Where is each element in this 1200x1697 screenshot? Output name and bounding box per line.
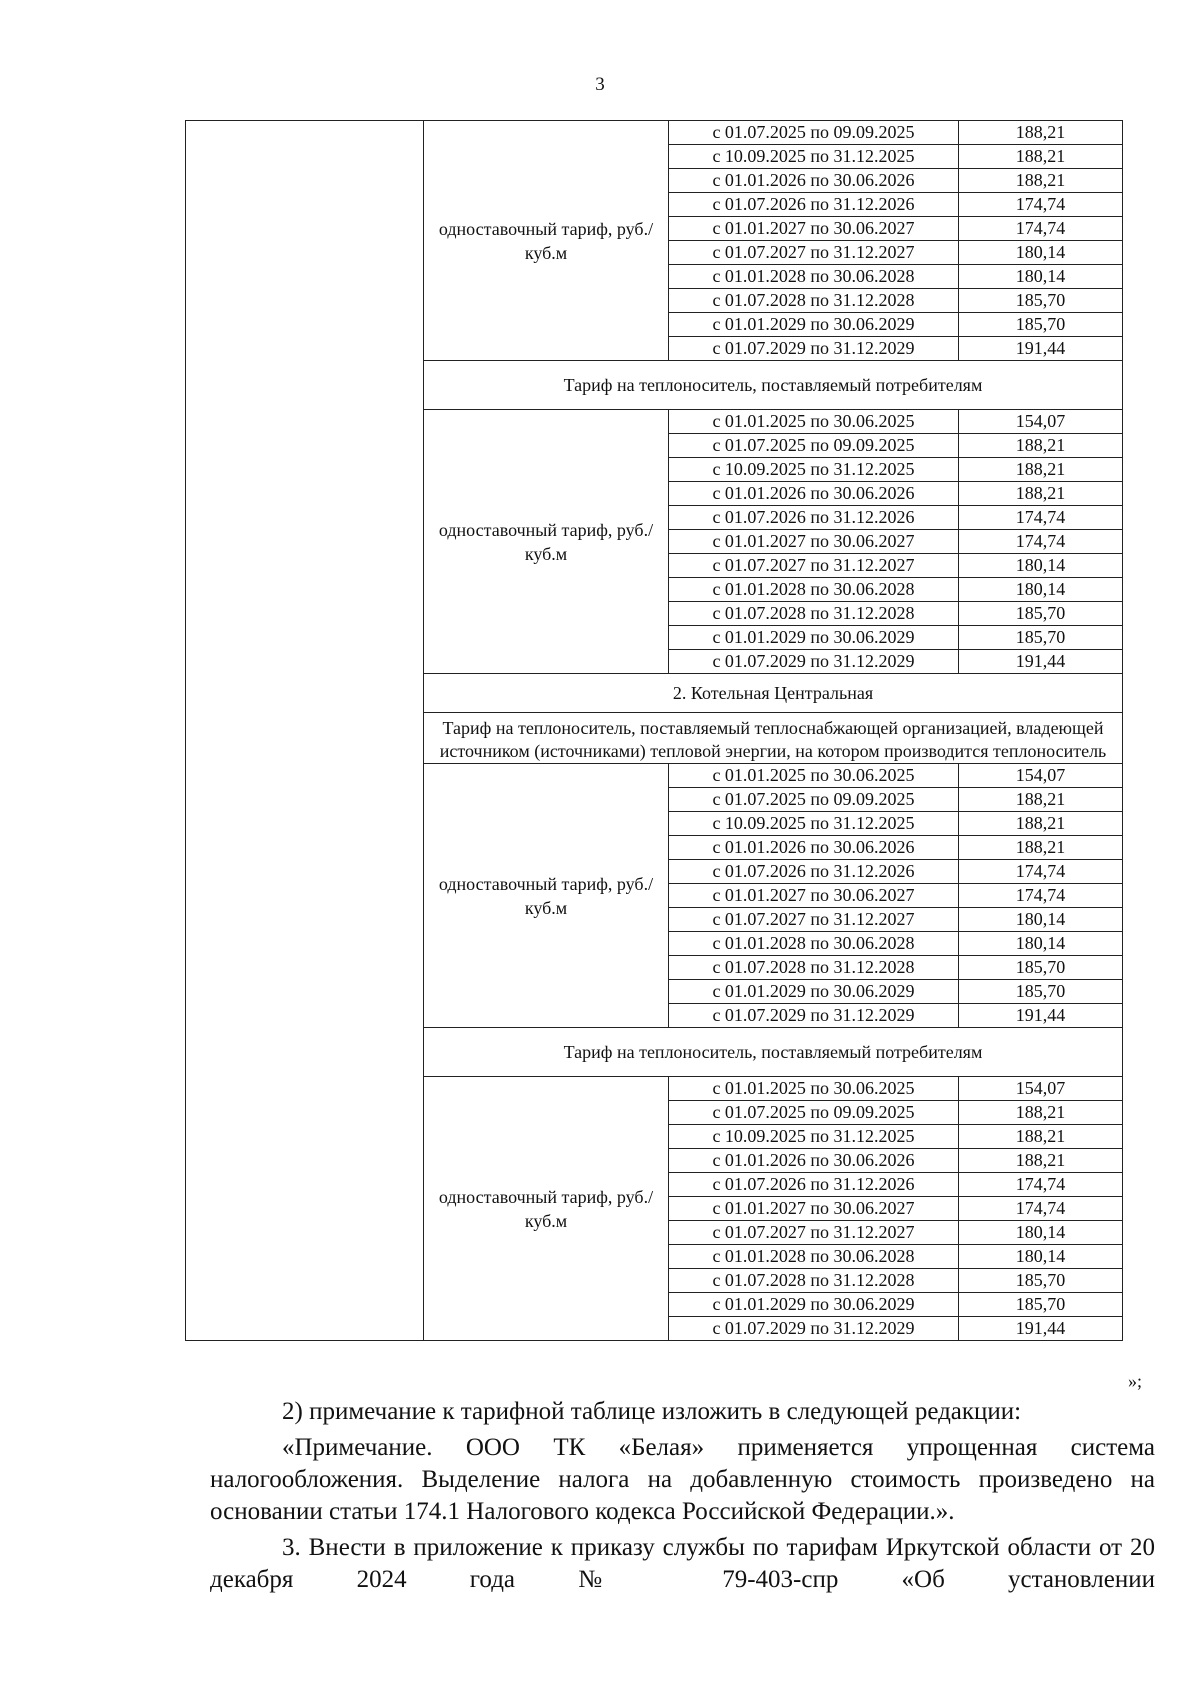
period-cell: с 01.07.2028 по 31.12.2028 xyxy=(669,289,959,313)
period-cell: с 01.07.2028 по 31.12.2028 xyxy=(669,602,959,626)
period-cell: с 01.07.2028 по 31.12.2028 xyxy=(669,1269,959,1293)
tariff-value-cell: 180,14 xyxy=(959,908,1123,932)
page-number: 3 xyxy=(595,74,605,95)
tariff-value-cell: 188,21 xyxy=(959,1101,1123,1125)
tariff-value-cell: 180,14 xyxy=(959,932,1123,956)
paragraph-note-intro: 2) примечание к тарифной таблице изложить в следующей редакции: xyxy=(282,1398,1022,1425)
tariff-value-cell: 180,14 xyxy=(959,265,1123,289)
tariff-value-cell: 180,14 xyxy=(959,1245,1123,1269)
tariff-type-label: одноставочный тариф, руб./куб.м xyxy=(424,410,669,674)
tariff-value-cell: 174,74 xyxy=(959,860,1123,884)
period-cell: с 01.01.2028 по 30.06.2028 xyxy=(669,578,959,602)
period-cell: с 01.07.2025 по 09.09.2025 xyxy=(669,121,959,145)
tariff-value-cell: 180,14 xyxy=(959,1221,1123,1245)
tariff-table-body xyxy=(186,121,1123,1341)
tariff-value-cell: 191,44 xyxy=(959,1004,1123,1028)
section-header: Тариф на теплоноситель, поставляемый потребителям xyxy=(424,361,1123,410)
period-cell: с 01.07.2027 по 31.12.2027 xyxy=(669,1221,959,1245)
period-cell: с 10.09.2025 по 31.12.2025 xyxy=(669,812,959,836)
section-header: Тариф на теплоноситель, поставляемый теплоснабжающей организацией, владеющей источником (источниками) тепловой энергии, на котором производится теплоноситель xyxy=(424,713,1123,764)
tariff-value-cell: 174,74 xyxy=(959,884,1123,908)
period-cell: с 01.01.2025 по 30.06.2025 xyxy=(669,764,959,788)
period-cell: с 01.07.2029 по 31.12.2029 xyxy=(669,337,959,361)
period-cell: с 01.01.2027 по 30.06.2027 xyxy=(669,530,959,554)
tariff-value-cell: 188,21 xyxy=(959,836,1123,860)
tariff-value-cell: 185,70 xyxy=(959,626,1123,650)
tariff-type-label: одноставочный тариф, руб./куб.м xyxy=(424,1077,669,1341)
tariff-value-cell: 174,74 xyxy=(959,1197,1123,1221)
tariff-value-cell: 174,74 xyxy=(959,193,1123,217)
period-cell: с 01.01.2029 по 30.06.2029 xyxy=(669,1293,959,1317)
blank-column-cell xyxy=(186,121,424,1341)
tariff-type-label: одноставочный тариф, руб./куб.м xyxy=(424,121,669,361)
tariff-value-cell: 191,44 xyxy=(959,1317,1123,1341)
boiler-title: 2. Котельная Центральная xyxy=(424,674,1123,713)
period-cell: с 01.07.2026 по 31.12.2026 xyxy=(669,860,959,884)
tariff-value-cell: 154,07 xyxy=(959,764,1123,788)
tariff-value-cell: 188,21 xyxy=(959,121,1123,145)
tariff-value-cell: 174,74 xyxy=(959,217,1123,241)
paragraph-item-3: 3. Внести в приложение к приказу службы по тарифам Иркутской области от 20 декабря 2024 года № 79-403-спр «Об установлении xyxy=(210,1534,1155,1593)
paragraph-note-text: «Примечание. ООО ТК «Белая» применяется упрощенная система налогообложения. Выделение налога на добавленную стоимость произведено на основании статьи 174.1 Налогового кодекса Российской Федерации.». xyxy=(210,1434,1155,1525)
period-cell: с 01.07.2027 по 31.12.2027 xyxy=(669,241,959,265)
tariff-value-cell: 185,70 xyxy=(959,1269,1123,1293)
tariff-type-label: одноставочный тариф, руб./куб.м xyxy=(424,764,669,1028)
period-cell: с 10.09.2025 по 31.12.2025 xyxy=(669,1125,959,1149)
period-cell: с 01.01.2028 по 30.06.2028 xyxy=(669,1245,959,1269)
period-cell: с 10.09.2025 по 31.12.2025 xyxy=(669,458,959,482)
tariff-value-cell: 191,44 xyxy=(959,650,1123,674)
tariff-value-cell: 174,74 xyxy=(959,1173,1123,1197)
period-cell: с 01.01.2027 по 30.06.2027 xyxy=(669,217,959,241)
period-cell: с 01.01.2026 по 30.06.2026 xyxy=(669,169,959,193)
tariff-value-cell: 188,21 xyxy=(959,434,1123,458)
tariff-value-cell: 188,21 xyxy=(959,145,1123,169)
period-cell: с 01.01.2027 по 30.06.2027 xyxy=(669,884,959,908)
period-cell: с 01.07.2026 по 31.12.2026 xyxy=(669,193,959,217)
tariff-value-cell: 185,70 xyxy=(959,602,1123,626)
tariff-value-cell: 188,21 xyxy=(959,788,1123,812)
period-cell: с 01.07.2027 по 31.12.2027 xyxy=(669,908,959,932)
tariff-value-cell: 185,70 xyxy=(959,1293,1123,1317)
tariff-value-cell: 191,44 xyxy=(959,337,1123,361)
tariff-value-cell: 174,74 xyxy=(959,506,1123,530)
tariff-table xyxy=(185,120,1123,1341)
tariff-value-cell: 180,14 xyxy=(959,554,1123,578)
table-closing-mark: »; xyxy=(1128,1371,1143,1391)
period-cell: с 01.01.2028 по 30.06.2028 xyxy=(669,932,959,956)
period-cell: с 01.07.2026 по 31.12.2026 xyxy=(669,506,959,530)
tariff-value-cell: 188,21 xyxy=(959,1125,1123,1149)
tariff-value-cell: 188,21 xyxy=(959,458,1123,482)
period-cell: с 01.01.2025 по 30.06.2025 xyxy=(669,410,959,434)
section-header: Тариф на теплоноситель, поставляемый потребителям xyxy=(424,1028,1123,1077)
tariff-row xyxy=(186,121,1123,145)
tariff-value-cell: 185,70 xyxy=(959,313,1123,337)
tariff-value-cell: 154,07 xyxy=(959,1077,1123,1101)
tariff-value-cell: 188,21 xyxy=(959,1149,1123,1173)
period-cell: с 01.01.2029 по 30.06.2029 xyxy=(669,313,959,337)
period-cell: с 10.09.2025 по 31.12.2025 xyxy=(669,145,959,169)
tariff-value-cell: 174,74 xyxy=(959,530,1123,554)
period-cell: с 01.07.2029 по 31.12.2029 xyxy=(669,1317,959,1341)
tariff-value-cell: 188,21 xyxy=(959,812,1123,836)
tariff-value-cell: 185,70 xyxy=(959,956,1123,980)
period-cell: с 01.01.2028 по 30.06.2028 xyxy=(669,265,959,289)
period-cell: с 01.01.2027 по 30.06.2027 xyxy=(669,1197,959,1221)
tariff-value-cell: 154,07 xyxy=(959,410,1123,434)
period-cell: с 01.07.2029 по 31.12.2029 xyxy=(669,650,959,674)
period-cell: с 01.01.2029 по 30.06.2029 xyxy=(669,626,959,650)
period-cell: с 01.07.2025 по 09.09.2025 xyxy=(669,434,959,458)
period-cell: с 01.01.2029 по 30.06.2029 xyxy=(669,980,959,1004)
period-cell: с 01.07.2027 по 31.12.2027 xyxy=(669,554,959,578)
period-cell: с 01.07.2029 по 31.12.2029 xyxy=(669,1004,959,1028)
period-cell: с 01.01.2026 по 30.06.2026 xyxy=(669,482,959,506)
tariff-value-cell: 180,14 xyxy=(959,578,1123,602)
period-cell: с 01.07.2028 по 31.12.2028 xyxy=(669,956,959,980)
tariff-value-cell: 185,70 xyxy=(959,289,1123,313)
period-cell: с 01.01.2026 по 30.06.2026 xyxy=(669,1149,959,1173)
period-cell: с 01.07.2026 по 31.12.2026 xyxy=(669,1173,959,1197)
tariff-value-cell: 185,70 xyxy=(959,980,1123,1004)
period-cell: с 01.01.2025 по 30.06.2025 xyxy=(669,1077,959,1101)
tariff-value-cell: 180,14 xyxy=(959,241,1123,265)
period-cell: с 01.07.2025 по 09.09.2025 xyxy=(669,1101,959,1125)
period-cell: с 01.07.2025 по 09.09.2025 xyxy=(669,788,959,812)
tariff-value-cell: 188,21 xyxy=(959,169,1123,193)
period-cell: с 01.01.2026 по 30.06.2026 xyxy=(669,836,959,860)
tariff-value-cell: 188,21 xyxy=(959,482,1123,506)
